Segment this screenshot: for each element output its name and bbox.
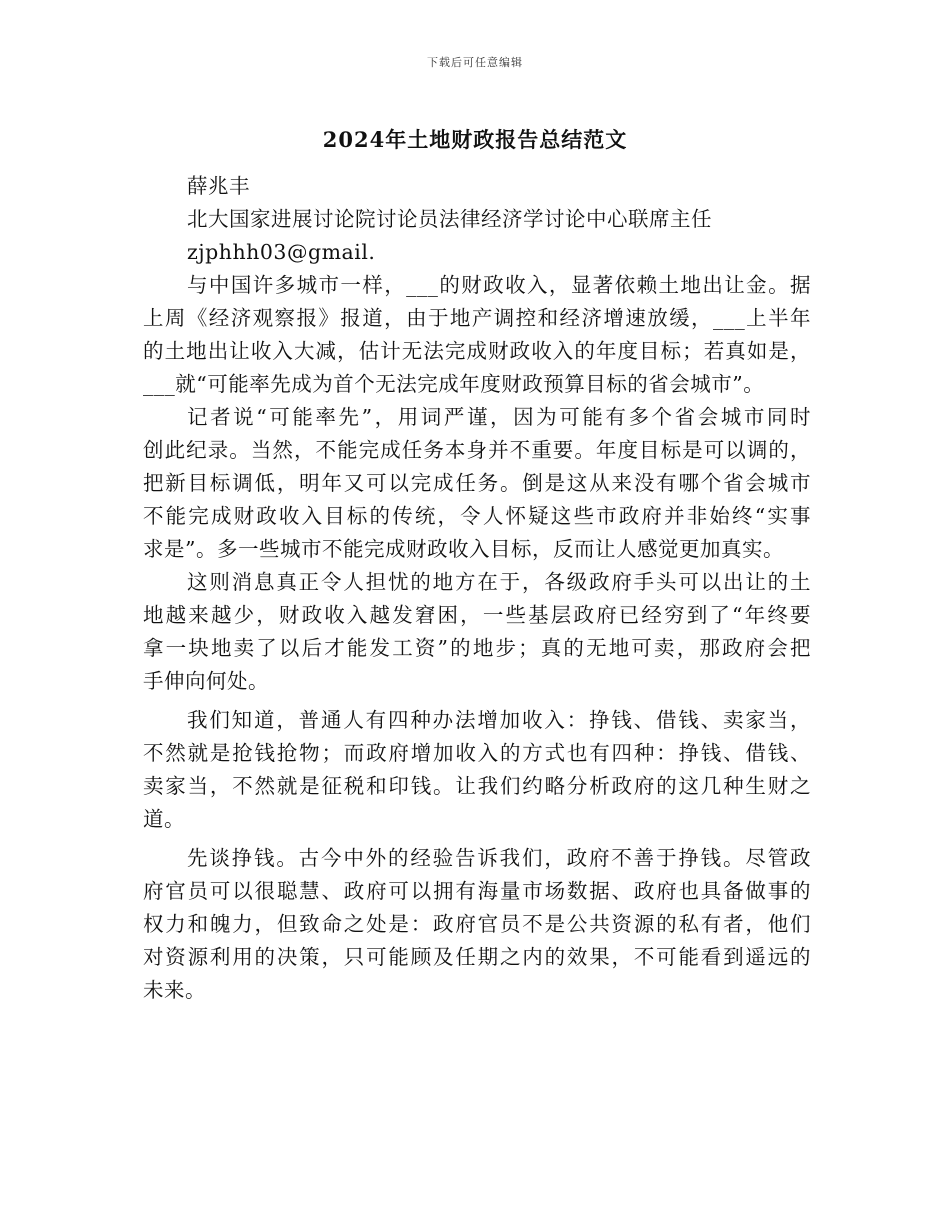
paragraph-line: 我们知道，普通人有四种办法增加收入：挣钱、借钱、卖家当， — [187, 708, 811, 732]
author-name: 薛兆丰 — [187, 174, 250, 198]
paragraph-line: 府官员可以很聪慧、政府可以拥有海量市场数据、政府也具备做事的 — [143, 879, 811, 903]
paragraph-line: 这则消息真正令人担忧的地方在于，各级政府手头可以出让的土 — [187, 570, 811, 594]
paragraph — [143, 842, 811, 1007]
paragraph-line: 手伸向何处。 — [143, 669, 269, 693]
paragraph-line: 不能完成财政收入目标的传统，令人怀疑这些市政府并非始终“实事 — [143, 504, 811, 528]
paragraph-line: 权力和魄力，但致命之处是：政府官员不是公共资源的私有者，他们 — [143, 912, 811, 936]
paragraph-line: ___就“可能率先成为首个无法完成年度财政预算目标的省会城市”。 — [143, 372, 765, 396]
paragraph-line: 未来。 — [143, 978, 206, 1002]
paragraph-line: 与中国许多城市一样，___的财政收入，显著依赖土地出让金。据 — [187, 273, 811, 297]
paragraph-line: 拿一块地卖了以后才能发工资”的地步；真的无地可卖，那政府会把 — [143, 636, 811, 660]
paragraph-line: 记者说“可能率先”，用词严谨，因为可能有多个省会城市同时 — [187, 405, 811, 429]
page-header-note: 下载后可任意编辑 — [427, 56, 523, 69]
paragraph — [143, 704, 811, 836]
paragraph-line: 对资源利用的决策，只可能顾及任期之内的效果，不可能看到遥远的 — [143, 945, 811, 969]
paragraph — [143, 401, 811, 566]
author-affiliation: 北大国家进展讨论院讨论员法律经济学讨论中心联席主任 — [187, 207, 712, 231]
document-body — [143, 170, 811, 1007]
paragraph-line: 道。 — [143, 807, 185, 831]
paragraph — [143, 566, 811, 698]
paragraph-line: 的土地出让收入大减，估计无法完成财政收入的年度目标；若真如是， — [143, 339, 811, 363]
paragraph-line: 求是”。多一些城市不能完成财政收入目标，反而让人感觉更加真实。 — [143, 537, 784, 561]
paragraph-line: 先谈挣钱。古今中外的经验告诉我们，政府不善于挣钱。尽管政 — [187, 846, 811, 870]
paragraph-line: 不然就是抢钱抢物；而政府增加收入的方式也有四种：挣钱、借钱、 — [143, 741, 811, 765]
paragraph-line: 上周《经济观察报》报道，由于地产调控和经济增速放缓，___上半年 — [143, 306, 811, 330]
paragraph-line: 卖家当，不然就是征税和印钱。让我们约略分析政府的这几种生财之 — [143, 774, 811, 798]
paragraph-line: 创此纪录。当然，不能完成任务本身并不重要。年度目标是可以调的， — [143, 438, 811, 462]
paragraph-line: 把新目标调低，明年又可以完成任务。倒是这从来没有哪个省会城市 — [143, 471, 811, 495]
document-title: 2024年土地财政报告总结范文 — [322, 127, 628, 152]
paragraph — [143, 269, 811, 401]
paragraph-line: 地越来越少，财政收入越发窘困，一些基层政府已经穷到了“年终要 — [143, 603, 811, 627]
author-email: zjphhh03@gmail. — [187, 240, 376, 264]
